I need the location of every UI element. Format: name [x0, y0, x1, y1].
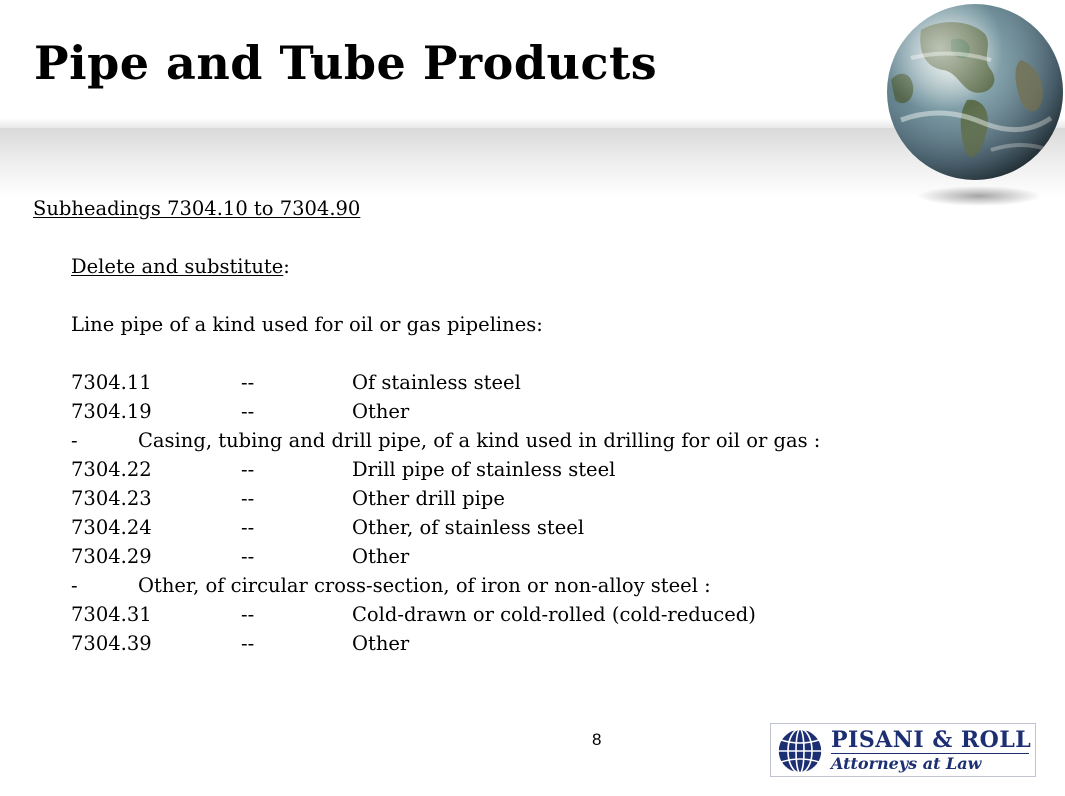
tariff-row — [33, 455, 993, 484]
tariff-dash: -- — [241, 371, 255, 394]
logo-firm-name: PISANI & ROLL — [831, 727, 1032, 753]
tariff-code: 7304.19 — [71, 400, 152, 423]
page-number: 8 — [592, 730, 602, 749]
tariff-row — [33, 513, 993, 542]
tariff-row — [33, 600, 993, 629]
instruction: Delete and substitute — [71, 255, 284, 278]
tariff-description: Cold-drawn or cold-rolled (cold-reduced) — [352, 603, 756, 626]
tariff-dash: -- — [241, 545, 255, 568]
tariff-description: Other — [352, 545, 410, 568]
tariff-description: Other — [352, 632, 410, 655]
slide-title: Pipe and Tube Products — [34, 36, 658, 90]
instruction-colon: : — [283, 255, 290, 278]
subheading: Subheadings 7304.10 to 7304.90 — [33, 197, 361, 220]
tariff-dash: -- — [241, 487, 255, 510]
tariff-code: 7304.24 — [71, 516, 152, 539]
tariff-code: 7304.23 — [71, 487, 152, 510]
subheading-line — [33, 194, 993, 223]
tariff-code: 7304.11 — [71, 371, 152, 394]
tariff-group-row — [33, 571, 993, 600]
tariff-description: Drill pipe of stainless steel — [352, 458, 616, 481]
tariff-dash: -- — [241, 603, 255, 626]
logo-globe-icon — [775, 726, 825, 776]
tariff-description: Of stainless steel — [352, 371, 521, 394]
tariff-dash: -- — [241, 458, 255, 481]
tariff-dash: -- — [241, 632, 255, 655]
tariff-row — [33, 542, 993, 571]
slide-content — [33, 194, 993, 658]
tariff-code: 7304.29 — [71, 545, 152, 568]
tariff-dash: - — [71, 574, 78, 597]
tariff-description: Other, of circular cross-section, of iron or non-alloy steel : — [138, 574, 711, 597]
tariff-row — [33, 484, 993, 513]
tariff-dash: -- — [241, 400, 255, 423]
tariff-code: 7304.31 — [71, 603, 152, 626]
instruction-line — [33, 252, 993, 281]
firm-logo — [770, 723, 1036, 777]
tariff-code: 7304.22 — [71, 458, 152, 481]
tariff-description: Other — [352, 400, 410, 423]
intro-line: Line pipe of a kind used for oil or gas pipelines: — [71, 313, 543, 336]
tariff-description: Other drill pipe — [352, 487, 505, 510]
tariff-description: Other, of stainless steel — [352, 516, 585, 539]
tariff-row — [33, 397, 993, 426]
logo-tagline: Attorneys at Law — [831, 754, 982, 773]
tariff-group-row — [33, 426, 993, 455]
tariff-code: 7304.39 — [71, 632, 152, 655]
tariff-dash: -- — [241, 516, 255, 539]
tariff-row — [33, 368, 993, 397]
tariff-dash: - — [71, 429, 78, 452]
tariff-description: Casing, tubing and drill pipe, of a kind used in drilling for oil or gas : — [138, 429, 821, 452]
globe-icon — [881, 0, 1065, 210]
tariff-row — [33, 629, 993, 658]
